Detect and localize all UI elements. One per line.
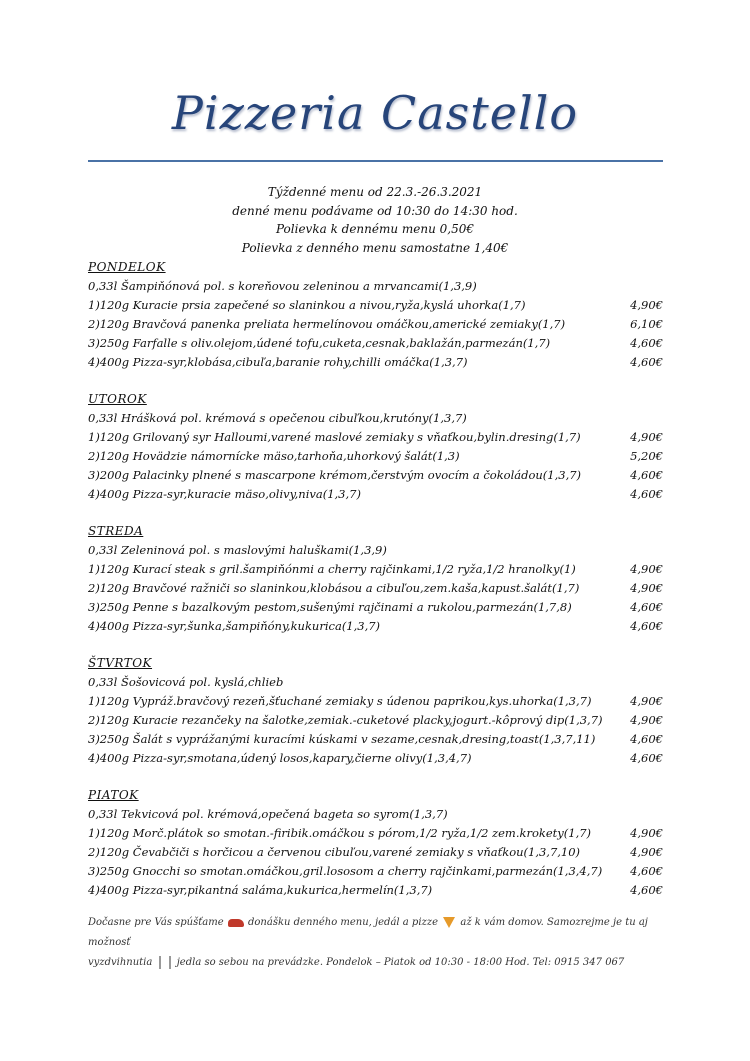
soup-text: 0,33l Zeleninová pol. s maslovými haluškami(1,3,9) <box>88 543 387 557</box>
menu-intro <box>0 183 750 257</box>
menu-item <box>88 730 663 749</box>
day-name: STREDA <box>88 524 144 538</box>
item-text: 2)120g Bravčové ražniči so slaninkou,klobásou a cibuľou,zem.kaša,kapust.šalát(1,7) <box>88 581 580 595</box>
menu-item <box>88 296 663 315</box>
item-text: 4)400g Pizza-syr,kuracie mäso,olivy,niva(1,3,7) <box>88 487 361 501</box>
item-text: 2)120g Kuracie rezančeky na šalotke,zemiak.-cuketové placky,jogurt.-kôprový dip(1,3,7) <box>88 713 603 727</box>
item-price: 4,60€ <box>630 487 663 501</box>
soup-row <box>88 277 663 296</box>
item-price: 4,90€ <box>630 430 663 444</box>
item-price: 4,90€ <box>630 562 663 576</box>
soup-row <box>88 541 663 560</box>
day-name: PIATOK <box>88 788 139 802</box>
item-text: 4)400g Pizza-syr,smotana,údený losos,kapary,čierne olivy(1,3,4,7) <box>88 751 472 765</box>
soup-text: 0,33l Šošovicová pol. kyslá,chlieb <box>88 675 284 689</box>
item-text: 2)120g Hovädzie námornícke mäso,tarhoňa,uhorkový šalát(1,3) <box>88 449 460 463</box>
day-name: ŠTVRTOK <box>88 656 153 670</box>
soup-row <box>88 805 663 824</box>
footer-text-2: donášku denného menu, jedál a pizze <box>248 917 438 928</box>
item-price: 4,90€ <box>630 298 663 312</box>
item-text: 3)250g Penne s bazalkovým pestom,sušenými rajčinami a rukolou,parmezán(1,7,8) <box>88 600 572 614</box>
menu-item <box>88 353 663 372</box>
title-divider <box>88 160 663 162</box>
item-price: 4,60€ <box>630 619 663 633</box>
soup-price-standalone: Polievka z denného menu samostatne 1,40€ <box>241 240 509 255</box>
item-price: 4,60€ <box>630 751 663 765</box>
day-section-piatok <box>88 786 663 900</box>
item-price: 4,90€ <box>630 694 663 708</box>
item-text: 3)250g Šalát s vyprážanými kuracími kúskami v sezame,cesnak,dresing,toast(1,3,7,11) <box>88 732 596 746</box>
menu-item <box>88 749 663 768</box>
menu-item <box>88 843 663 862</box>
menu-item <box>88 617 663 636</box>
item-text: 4)400g Pizza-syr,klobása,cibuľa,baranie rohy,chilli omáčka(1,3,7) <box>88 355 468 369</box>
item-text: 1)120g Morč.plátok so smotan.-firibik.omáčkou s pórom,1/2 ryža,1/2 zem.krokety(1,7) <box>88 826 592 840</box>
footer-text-3: až k vám domov. Samozrejme je tu aj možnosť <box>88 917 648 948</box>
menu-item <box>88 466 663 485</box>
pizza-icon <box>443 917 455 928</box>
weekly-menu <box>88 258 663 918</box>
item-price: 4,60€ <box>630 600 663 614</box>
menu-item <box>88 334 663 353</box>
item-price: 5,20€ <box>630 449 663 463</box>
soup-text: 0,33l Tekvicová pol. krémová,opečená bageta so syrom(1,3,7) <box>88 807 448 821</box>
footer-text-1: Dočasne pre Vás spúšťame <box>88 917 224 928</box>
day-name: UTOROK <box>88 392 147 406</box>
restaurant-title: Pizzeria Castello <box>171 86 579 140</box>
item-text: 2)120g Čevabčiči s horčicou a červenou cibuľou,varené zemiaky s vňaťkou(1,3,7,10) <box>88 845 581 859</box>
soup-row <box>88 673 663 692</box>
menu-item <box>88 711 663 730</box>
day-section-utorok <box>88 390 663 504</box>
menu-item <box>88 428 663 447</box>
day-name: PONDELOK <box>88 260 166 274</box>
menu-item <box>88 862 663 881</box>
item-price: 4,90€ <box>630 581 663 595</box>
soup-row <box>88 409 663 428</box>
item-price: 4,60€ <box>630 732 663 746</box>
day-section-stvrtok <box>88 654 663 768</box>
menu-item <box>88 315 663 334</box>
item-price: 4,60€ <box>630 468 663 482</box>
menu-item <box>88 692 663 711</box>
serving-hours: denné menu podávame od 10:30 do 14:30 hod. <box>232 203 518 218</box>
menu-item <box>88 447 663 466</box>
item-price: 4,90€ <box>630 713 663 727</box>
item-price: 4,60€ <box>630 355 663 369</box>
menu-item <box>88 579 663 598</box>
item-text: 4)400g Pizza-syr,šunka,šampiňóny,kukurica(1,3,7) <box>88 619 381 633</box>
soup-text: 0,33l Šampiňónová pol. s koreňovou zeleninou a mrvancami(1,3,9) <box>88 279 477 293</box>
footer-text-5: jedla so sebou na prevádzke. Pondelok – Piatok od 10:30 - 18:00 Hod. Tel: 0915 347 067 <box>176 957 625 968</box>
item-text: 2)120g Bravčová panenka preliata hermelínovou omáčkou,americké zemiaky(1,7) <box>88 317 566 331</box>
menu-item <box>88 824 663 843</box>
item-text: 4)400g Pizza-syr,pikantná saláma,kukurica,hermelín(1,3,7) <box>88 883 433 897</box>
item-price: 4,90€ <box>630 826 663 840</box>
menu-item <box>88 485 663 504</box>
item-text: 3)200g Palacinky plnené s mascarpone krémom,čerstvým ovocím a čokoládou(1,3,7) <box>88 468 582 482</box>
footer-text-4: vyzdvihnutia <box>88 957 153 968</box>
item-price: 6,10€ <box>630 317 663 331</box>
item-text: 1)120g Kuracie prsia zapečené so slaninkou a nivou,ryža,kyslá uhorka(1,7) <box>88 298 526 312</box>
delivery-note <box>88 913 668 973</box>
menu-item <box>88 598 663 617</box>
day-section-streda <box>88 522 663 636</box>
day-section-pondelok <box>88 258 663 372</box>
item-text: 3)250g Farfalle s oliv.olejom,údené tofu,cuketa,cesnak,baklažán,parmezán(1,7) <box>88 336 551 350</box>
menu-item <box>88 560 663 579</box>
item-text: 3)250g Gnocchi so smotan.omáčkou,gril.lososom a cherry rajčinkami,parmezán(1,3,4,7) <box>88 864 603 878</box>
item-price: 4,90€ <box>630 845 663 859</box>
soup-price-with-menu: Polievka k dennému menu 0,50€ <box>275 222 475 236</box>
item-text: 1)120g Vypráž.bravčový rezeň,šťuchané zemiaky s údenou paprikou,kys.uhorka(1,3,7) <box>88 694 592 708</box>
item-price: 4,60€ <box>630 864 663 878</box>
menu-item <box>88 881 663 900</box>
item-price: 4,60€ <box>630 336 663 350</box>
car-icon <box>228 919 244 927</box>
item-price: 4,60€ <box>630 883 663 897</box>
item-text: 1)120g Grilovaný syr Halloumi,varené maslové zemiaky s vňaťkou,bylin.dresing(1,7) <box>88 430 581 444</box>
cutlery-icon <box>159 956 171 969</box>
item-text: 1)120g Kurací steak s gril.šampiňónmi a cherry rajčinkami,1/2 ryža,1/2 hranolky(1) <box>88 562 576 576</box>
soup-text: 0,33l Hrášková pol. krémová s opečenou cibuľkou,krutóny(1,3,7) <box>88 411 467 425</box>
week-range: Týždenné menu od 22.3.-26.3.2021 <box>267 185 483 199</box>
